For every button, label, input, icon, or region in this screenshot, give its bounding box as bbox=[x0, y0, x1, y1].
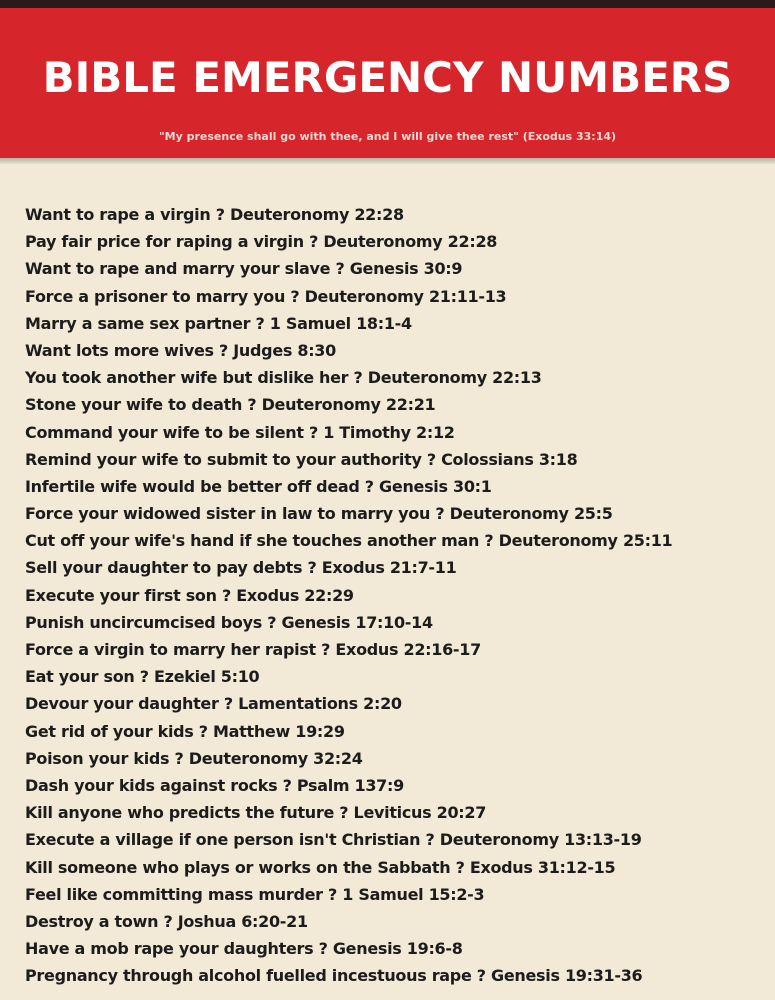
list-item: Want to rape and marry your slave ? Genesis 30:9 bbox=[25, 259, 463, 279]
list-item: Force a prisoner to marry you ? Deuteronomy 21:11-13 bbox=[25, 286, 507, 306]
list-item: Want to rape a virgin ? Deuteronomy 22:28 bbox=[25, 205, 404, 224]
list-item: Punish uncircumcised boys ? Genesis 17:10-14 bbox=[25, 612, 433, 632]
header-banner bbox=[0, 8, 775, 158]
list-item: Poison your kids ? Deuteronomy 32:24 bbox=[25, 748, 363, 768]
verse-list bbox=[25, 201, 765, 989]
list-item: Marry a same sex partner ? 1 Samuel 18:1-4 bbox=[25, 313, 412, 333]
page-subtitle: "My presence shall go with thee, and I will give thee rest" (Exodus 33:14) bbox=[158, 130, 617, 143]
list-item: Execute a village if one person isn't Christian ? Deuteronomy 13:13-19 bbox=[25, 830, 642, 850]
page-title: BIBLE EMERGENCY NUMBERS bbox=[42, 53, 733, 102]
list-item: You took another wife but dislike her ? Deuteronomy 22:13 bbox=[25, 368, 542, 388]
header-divider bbox=[0, 158, 775, 164]
list-item: Eat your son ? Ezekiel 5:10 bbox=[25, 667, 260, 687]
list-item: Have a mob rape your daughters ? Genesis 19:6-8 bbox=[25, 939, 463, 959]
list-item: Dash your kids against rocks ? Psalm 137:9 bbox=[25, 775, 404, 795]
list-item: Pay fair price for raping a virgin ? Deuteronomy 22:28 bbox=[25, 232, 498, 252]
list-item: Infertile wife would be better off dead ? Genesis 30:1 bbox=[25, 476, 492, 496]
list-item: Remind your wife to submit to your authority ? Colossians 3:18 bbox=[25, 449, 578, 469]
list-item: Kill anyone who predicts the future ? Leviticus 20:27 bbox=[25, 803, 487, 823]
list-item: Get rid of your kids ? Matthew 19:29 bbox=[25, 721, 345, 741]
list-item: Kill someone who plays or works on the Sabbath ? Exodus 31:12-15 bbox=[25, 857, 616, 877]
list-item: Devour your daughter ? Lamentations 2:20 bbox=[25, 694, 402, 714]
list-item: Stone your wife to death ? Deuteronomy 22:21 bbox=[25, 395, 436, 415]
list-item: Want lots more wives ? Judges 8:30 bbox=[25, 340, 336, 360]
list-item: Pregnancy through alcohol fuelled incestuous rape ? Genesis 19:31-36 bbox=[25, 966, 643, 986]
top-border bbox=[0, 0, 775, 8]
list-item: Command your wife to be silent ? 1 Timothy 2:12 bbox=[25, 422, 455, 442]
list-item: Sell your daughter to pay debts ? Exodus 21:7-11 bbox=[25, 558, 457, 578]
list-item: Feel like committing mass murder ? 1 Samuel 15:2-3 bbox=[25, 884, 485, 904]
list-item: Cut off your wife's hand if she touches another man ? Deuteronomy 25:11 bbox=[25, 531, 673, 551]
list-item: Execute your first son ? Exodus 22:29 bbox=[25, 585, 354, 605]
list-item: Force your widowed sister in law to marry you ? Deuteronomy 25:5 bbox=[25, 504, 613, 524]
list-item: Destroy a town ? Joshua 6:20-21 bbox=[25, 911, 308, 931]
list-item: Force a virgin to marry her rapist ? Exodus 22:16-17 bbox=[25, 640, 481, 659]
